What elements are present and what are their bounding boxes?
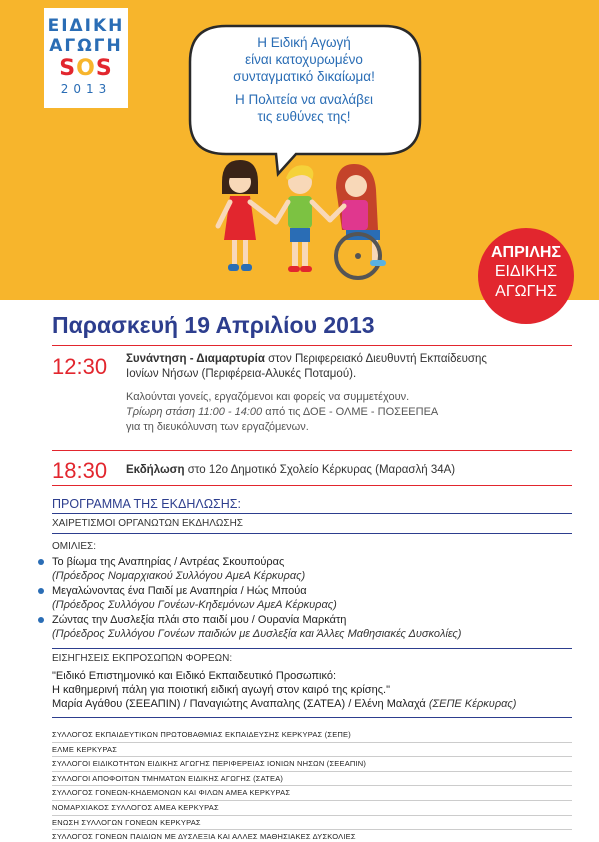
talk-title: Το βίωμα της Αναπηρίας / Αντρέας Σκουπούρας <box>52 556 285 568</box>
april-badge-line1: ΑΠΡΙΛΗΣ <box>490 244 562 261</box>
event1-line1-rest: στον Περιφερειακό Διευθυντή Εκπαίδευσης <box>264 353 487 365</box>
organizations-list <box>52 728 572 842</box>
program-greetings: ΧΑΙΡΕΤΙΣΜΟΙ ΟΡΓΑΝΩΤΩΝ ΕΚΔΗΛΩΣΗΣ <box>52 518 243 529</box>
organization-item: ΣΥΛΛΟΓΟΣ ΓΟΝΕΩΝ ΠΑΙΔΙΩΝ ΜΕ ΔΥΣΛΕΞΙΑ ΚΑΙ ΑΛΛΕΣ ΜΑΘΗΣΙΑΚΕΣ ΔΥΣΚΟΛΙΕΣ <box>52 830 572 842</box>
logo-line2: ΑΓΩΓΗ <box>49 36 123 56</box>
program-divider <box>52 513 572 514</box>
talk-bullet <box>38 559 44 565</box>
event2-title: Εκδήλωση <box>126 464 185 476</box>
april-badge <box>478 228 574 324</box>
logo-sos-s2: S <box>95 56 113 81</box>
event2-divider <box>52 485 572 486</box>
event2-description <box>126 463 566 478</box>
talk-title: Ζώντας την Δυσλεξία πλάι στο παιδί μου / Ουρανία Μαρκάτη <box>52 614 347 626</box>
talk-affiliation: (Πρόεδρος Συλλόγου Γονέων-Κηδεμόνων ΑμεΑ Κέρκυρας) <box>52 599 337 611</box>
talk-affiliation: (Πρόεδρος Νομαρχιακού Συλλόγου ΑμεΑ Κέρκυρας) <box>52 570 306 582</box>
event1-time: 12:30 <box>52 354 108 379</box>
april-badge-line3: ΑΓΩΓΗΣ <box>495 283 557 300</box>
talk-item <box>52 613 582 641</box>
talk-affiliation: (Πρόεδρος Συλλόγου Γονέων παιδιών με Δυσλεξία και Άλλες Μαθησιακές Δυσκολίες) <box>52 628 462 640</box>
event2-time: 18:30 <box>52 458 108 483</box>
event1-notes <box>126 390 566 435</box>
event-date: Παρασκευή 19 Απριλίου 2013 <box>52 312 375 338</box>
talk-title: Μεγαλώνοντας ένα Παιδί με Αναπηρία / Ηώς Μπούα <box>52 585 307 597</box>
reps-divider <box>52 717 572 718</box>
bubble-line4: Η Πολιτεία να αναλάβει <box>235 92 373 107</box>
talk-bullet <box>38 588 44 594</box>
girl-wheelchair-figure <box>330 164 386 278</box>
event2-rest: στο 12ο Δημοτικό Σχολείο Κέρκυρας (Μαρασλή 34Α) <box>184 464 456 476</box>
logo-line1: ΕΙΔΙΚΗ <box>47 16 125 36</box>
organization-item: ΣΥΛΛΟΓΟΙ ΕΙΔΙΚΟΤΗΤΩΝ ΕΙΔΙΚΗΣ ΑΓΩΓΗΣ ΠΕΡΙΦΕΡΕΙΑΣ ΙΟΝΙΩΝ ΝΗΣΩΝ (ΣΕΕΑΠΙΝ) <box>52 757 572 772</box>
bubble-line3: συνταγματικό δικαίωμα! <box>233 69 375 84</box>
organization-item: ΝΟΜΑΡΧΙΑΚΟΣ ΣΥΛΛΟΓΟΣ ΑΜΕΑ ΚΕΡΚΥΡΑΣ <box>52 801 572 816</box>
organization-item: ΕΛΜΕ ΚΕΡΚΥΡΑΣ <box>52 743 572 758</box>
logo-sos <box>44 56 128 82</box>
reps-line1: "Ειδικό Επιστημονικό και Ειδικό Εκπαιδευτικό Προσωπικό: <box>52 670 337 682</box>
bubble-line5: τις ευθύνες της! <box>257 109 351 124</box>
reps-block <box>52 669 582 711</box>
talk-item <box>52 555 582 583</box>
event1-divider <box>52 450 572 451</box>
organization-item: ΕΝΩΣΗ ΣΥΛΛΟΓΩΝ ΓΟΝΕΩΝ ΚΕΡΚΥΡΑΣ <box>52 816 572 831</box>
bubble-line1: Η Ειδική Αγωγή <box>257 35 351 50</box>
talks-divider <box>52 648 572 649</box>
april-badge-line2: ΕΙΔΙΚΗΣ <box>494 263 558 280</box>
event1-note3: για τη διευκόλυνση των εργαζόμενων. <box>126 421 309 433</box>
logo-sos-o: O <box>76 56 96 81</box>
organization-item: ΣΥΛΛΟΓΟΣ ΓΟΝΕΩΝ-ΚΗΔΕΜΟΝΩΝ ΚΑΙ ΦΙΛΩΝ ΑΜΕΑ ΚΕΡΚΥΡΑΣ <box>52 786 572 801</box>
children-illustration <box>212 160 412 285</box>
bubble-line2: είναι κατοχυρωμένο <box>245 52 363 67</box>
logo-sos-s1: S <box>59 56 77 81</box>
greetings-divider <box>52 533 572 534</box>
sos-logo <box>44 8 128 108</box>
event1-note2-italic: Τρίωρη στάση 11:00 - 14:00 <box>126 406 263 418</box>
organization-item: ΣΥΛΛΟΓΟΙ ΑΠΟΦΟΙΤΩΝ ΤΜΗΜΑΤΩΝ ΕΙΔΙΚΗΣ ΑΓΩΓΗΣ (ΣΑΤΕΑ) <box>52 772 572 787</box>
event1-note1: Καλούνται γονείς, εργαζόμενοι και φορείς να συμμετέχουν. <box>126 391 410 403</box>
event1-line2: Ιονίων Νήσων (Περιφέρεια-Αλυκές Ποταμού). <box>126 368 357 380</box>
reps-names: Μαρία Αγάθου (ΣΕΕΑΠΙΝ) / Παναγιώτης Αναπαλης (ΣΑΤΕΑ) / Ελένη Μαλαχά <box>52 698 429 710</box>
speech-bubble <box>186 22 424 178</box>
talk-bullet <box>38 617 44 623</box>
date-divider <box>52 345 572 346</box>
organization-item: ΣΥΛΛΟΓΟΣ ΕΚΠΑΙΔΕΥΤΙΚΩΝ ΠΡΩΤΟΒΑΘΜΙΑΣ ΕΚΠΑΙΔΕΥΣΗΣ ΚΕΡΚΥΡΑΣ (ΣΕΠΕ) <box>52 728 572 743</box>
event1-note2-rest: από τις ΔΟΕ - ΟΛΜΕ - ΠΟΣΕΕΠΕΑ <box>262 406 439 418</box>
talk-item <box>52 584 582 612</box>
girl-red-figure <box>218 160 276 271</box>
bubble-text <box>204 34 404 125</box>
reps-heading: ΕΙΣΗΓΗΣΕΙΣ ΕΚΠΡΟΣΩΠΩΝ ΦΟΡΕΩΝ: <box>52 653 233 664</box>
event1-description <box>126 352 566 382</box>
boy-green-figure <box>276 165 330 272</box>
program-heading: ΠΡΟΓΡΑΜΜΑ ΤΗΣ ΕΚΔΗΛΩΣΗΣ: <box>52 497 242 511</box>
reps-line2: Η καθημερινή πάλη για ποιοτική ειδική αγωγή στον καιρό της κρίσης." <box>52 684 390 696</box>
reps-names-italic: (ΣΕΠΕ Κέρκυρας) <box>428 698 517 710</box>
event1-title: Συνάντηση - Διαμαρτυρία <box>126 353 265 365</box>
logo-year: 2013 <box>60 82 112 96</box>
talks-heading: ΟΜΙΛΙΕΣ: <box>52 541 96 552</box>
